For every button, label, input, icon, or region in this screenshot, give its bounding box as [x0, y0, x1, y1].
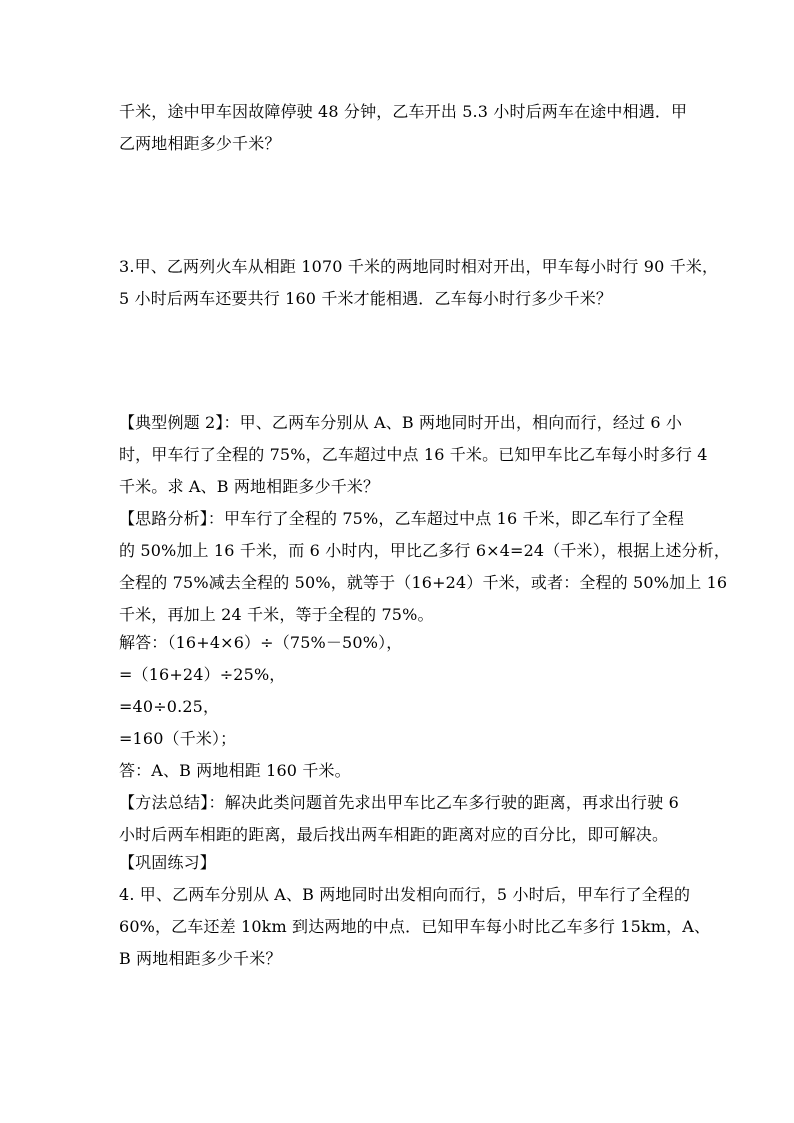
- solution-line-3: =40÷0.25，: [119, 697, 220, 716]
- solution-line-2: =（16+24）÷25%，: [119, 665, 286, 684]
- example-2-line-1: 【典型例题 2】：甲、乙两车分别从 A、B 两地同时开出，相向而行，经过 6 小: [119, 413, 683, 432]
- solution-answer: 答：A、B 两地相距 160 千米。: [119, 761, 351, 780]
- practice-line-1: 4. 甲、乙两车分别从 A、B 两地同时出发相向而行，5 小时后，甲车行了全程的: [119, 885, 691, 904]
- analysis-line-4: 千米，再加上 24 千米，等于全程的 75%。: [119, 605, 434, 624]
- summary-line-2: 小时后两车相距的距离，最后找出两车相距的距离对应的百分比，即可解决。: [119, 825, 669, 844]
- problem-3-line-1: 3.甲、乙两列火车从相距 1070 千米的两地同时相对开出，甲车每小时行 90 千米，: [119, 257, 719, 276]
- practice-heading: 【巩固练习】: [119, 853, 216, 872]
- problem-2-line-2: 乙两地相距多少千米？: [119, 134, 281, 153]
- practice-line-3: B 两地相距多少千米？: [119, 949, 282, 968]
- summary-line-1: 【方法总结】：解决此类问题首先求出甲车比乙车多行驶的距离，再求出行驶 6: [119, 793, 679, 812]
- problem-3-line-2: 5 小时后两车还要共行 160 千米才能相遇．乙车每小时行多少千米？: [119, 289, 613, 308]
- example-2-line-3: 千米。求 A、B 两地相距多少千米？: [119, 477, 380, 496]
- example-2-line-2: 时，甲车行了全程的 75%，乙车超过中点 16 千米。已知甲车比乙车每小时多行 4: [119, 445, 708, 464]
- analysis-line-1: 【思路分析】：甲车行了全程的 75%，乙车超过中点 16 千米，即乙车行了全程: [119, 509, 685, 528]
- problem-2-line-1: 千米，途中甲车因故障停驶 48 分钟，乙车开出 5.3 小时后两车在途中相遇．甲: [119, 102, 688, 121]
- practice-line-2: 60%，乙车还差 10km 到达两地的中点．已知甲车每小时比乙车多行 15km，A、: [119, 917, 711, 936]
- solution-line-1: 解答：（16+4×6）÷（75%－50%），: [119, 633, 403, 652]
- solution-line-4: =160（千米）；: [119, 729, 237, 748]
- analysis-line-2: 的 50%加上 16 千米，而 6 小时内，甲比乙多行 6×4=24（千米），根据上述分析，: [119, 541, 731, 560]
- analysis-line-3: 全程的 75%减去全程的 50%，就等于（16+24）千米，或者：全程的 50%加上 16: [119, 573, 728, 592]
